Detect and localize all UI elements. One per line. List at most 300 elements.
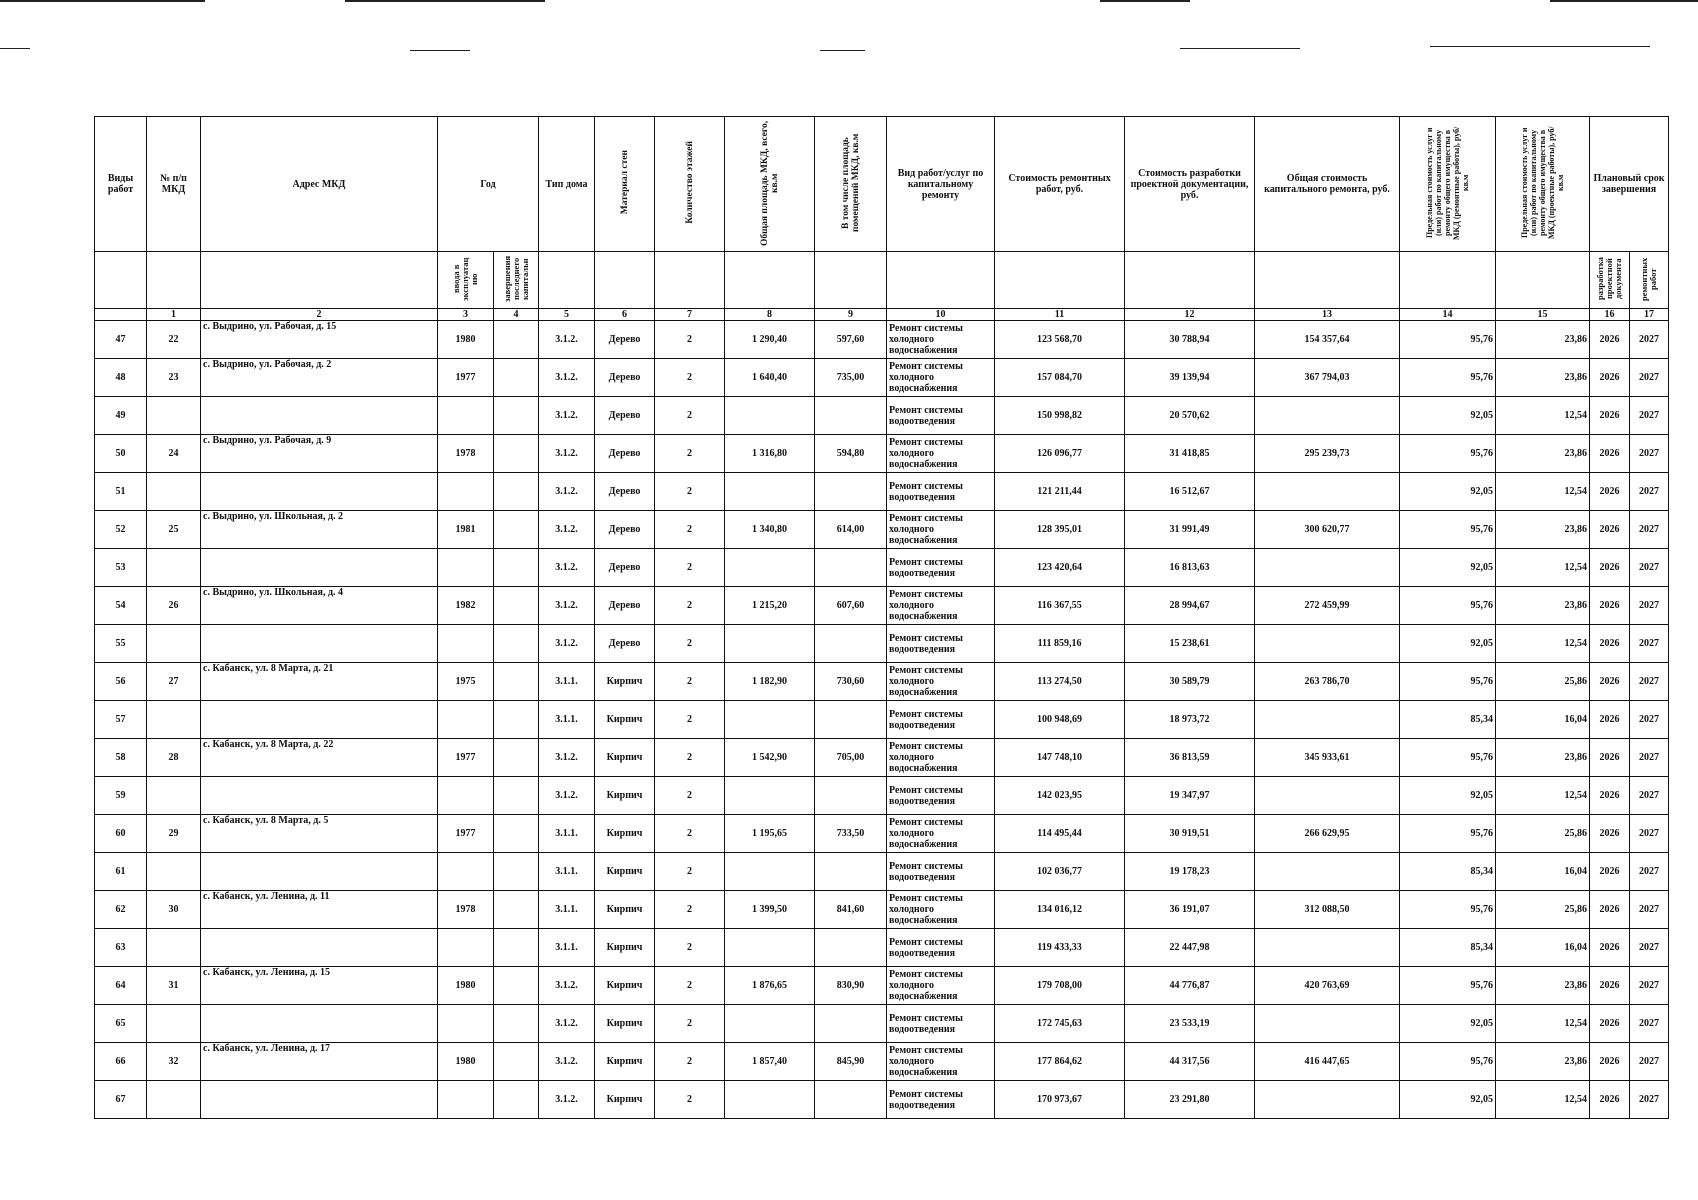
table-row [95,929,1669,967]
cell-wall-material: Дерево [595,625,655,663]
cell-design-cost: 18 973,72 [1125,701,1255,739]
cell-work-type: Ремонт системы холодного водоснабжения [887,891,995,929]
cell-area-living [815,1005,887,1043]
cell-house-type: 3.1.2. [539,739,595,777]
header-floors: Количество этажей [655,117,725,252]
cell-address: с. Кабанск, ул. 8 Марта, д. 21 [201,663,438,701]
cell-limit-repair: 95,76 [1400,1043,1496,1081]
header-design-cost: Стоимость разработки проектной документации, руб. [1125,117,1255,252]
cell-floors: 2 [655,967,725,1005]
cell-year-built [438,853,494,891]
cell-address [201,701,438,739]
cell-deadline-repair: 2027 [1630,815,1669,853]
cell-area-total: 1 316,80 [725,435,815,473]
cell-address [201,397,438,435]
cell-mkd-number: 31 [147,967,201,1005]
cell-mkd-number: 26 [147,587,201,625]
cell-total-cost: 154 357,64 [1255,321,1400,359]
cell-work-type: Ремонт системы водоотведения [887,777,995,815]
cell-deadline-design: 2026 [1590,321,1630,359]
cell-year-last-repair [494,739,539,777]
cell-area-living [815,701,887,739]
cell-year-last-repair [494,511,539,549]
cell-limit-design: 25,86 [1496,891,1590,929]
cell-area-total [725,701,815,739]
cell-work-type: Ремонт системы холодного водоснабжения [887,359,995,397]
header-area-living: В том числе площадь помещений МКД, кв.м [815,117,887,252]
cell-repair-cost: 100 948,69 [995,701,1125,739]
cell-repair-cost: 121 211,44 [995,473,1125,511]
cell-floors: 2 [655,1081,725,1119]
header-total-cost: Общая стоимость капитального ремонта, руб. [1255,117,1400,252]
cell-address: с. Выдрино, ул. Школьная, д. 4 [201,587,438,625]
cell-area-total [725,473,815,511]
cell-floors: 2 [655,359,725,397]
cell-total-cost: 312 088,50 [1255,891,1400,929]
table-row [95,587,1669,625]
cell-floors: 2 [655,701,725,739]
cell-address: с. Выдрино, ул. Школьная, д. 2 [201,511,438,549]
cell-floors: 2 [655,511,725,549]
cell-floors: 2 [655,891,725,929]
cell-year-built: 1978 [438,891,494,929]
cell-area-living: 730,60 [815,663,887,701]
cell-design-cost: 15 238,61 [1125,625,1255,663]
cell-year-built: 1980 [438,1043,494,1081]
cell-year-last-repair [494,359,539,397]
cell-house-type: 3.1.1. [539,891,595,929]
cell-floors: 2 [655,1005,725,1043]
cell-row-number: 54 [95,587,147,625]
cell-mkd-number [147,1005,201,1043]
cell-limit-design: 12,54 [1496,777,1590,815]
cell-limit-design: 16,04 [1496,701,1590,739]
cell-house-type: 3.1.2. [539,1081,595,1119]
cell-wall-material: Кирпич [595,1005,655,1043]
cell-house-type: 3.1.2. [539,1005,595,1043]
cell-deadline-repair: 2027 [1630,891,1669,929]
cell-repair-cost: 119 433,33 [995,929,1125,967]
cell-deadline-repair: 2027 [1630,1043,1669,1081]
cell-year-last-repair [494,967,539,1005]
cell-address: с. Выдрино, ул. Рабочая, д. 2 [201,359,438,397]
cell-house-type: 3.1.1. [539,663,595,701]
cell-total-cost [1255,473,1400,511]
cell-address: с. Кабанск, ул. Ленина, д. 15 [201,967,438,1005]
cell-area-total: 1 876,65 [725,967,815,1005]
cell-limit-repair: 92,05 [1400,397,1496,435]
cell-area-total: 1 215,20 [725,587,815,625]
cell-deadline-repair: 2027 [1630,739,1669,777]
cell-address: с. Кабанск, ул. 8 Марта, д. 22 [201,739,438,777]
cell-area-living [815,549,887,587]
cell-area-living: 705,00 [815,739,887,777]
cell-repair-cost: 179 708,00 [995,967,1125,1005]
cell-work-type: Ремонт системы холодного водоснабжения [887,511,995,549]
cell-row-number: 48 [95,359,147,397]
cell-area-living: 594,80 [815,435,887,473]
cell-limit-design: 12,54 [1496,473,1590,511]
cell-limit-design: 23,86 [1496,1043,1590,1081]
table-row [95,1081,1669,1119]
cell-work-type: Ремонт системы холодного водоснабжения [887,967,995,1005]
cell-floors: 2 [655,321,725,359]
cell-mkd-number: 25 [147,511,201,549]
cell-area-total [725,777,815,815]
cell-row-number: 66 [95,1043,147,1081]
cell-house-type: 3.1.2. [539,359,595,397]
cell-area-total [725,1081,815,1119]
cell-wall-material: Кирпич [595,967,655,1005]
header-address: Адрес МКД [201,117,438,252]
header-deadline: Плановый срок завершения [1590,117,1669,252]
cell-floors: 2 [655,587,725,625]
cell-deadline-repair: 2027 [1630,967,1669,1005]
subheader-year-last-repair: завершения последнего капитальн [494,252,539,309]
cell-design-cost: 19 178,23 [1125,853,1255,891]
cell-work-type: Ремонт системы водоотведения [887,1005,995,1043]
cell-year-last-repair [494,1081,539,1119]
cell-deadline-design: 2026 [1590,549,1630,587]
column-number-row: 1 2 3 4 5 6 7 8 9 10 11 12 13 14 15 16 17 [95,309,1669,321]
cell-total-cost: 272 459,99 [1255,587,1400,625]
cell-deadline-design: 2026 [1590,435,1630,473]
subheader-row [95,252,1669,309]
cell-floors: 2 [655,815,725,853]
cell-limit-repair: 85,34 [1400,929,1496,967]
cell-area-total: 1 340,80 [725,511,815,549]
cell-deadline-repair: 2027 [1630,929,1669,967]
cell-repair-cost: 123 420,64 [995,549,1125,587]
cell-limit-design: 12,54 [1496,397,1590,435]
cell-mkd-number: 24 [147,435,201,473]
cell-design-cost: 36 191,07 [1125,891,1255,929]
cell-floors: 2 [655,397,725,435]
cell-deadline-repair: 2027 [1630,587,1669,625]
cell-work-type: Ремонт системы холодного водоснабжения [887,663,995,701]
cell-year-built [438,777,494,815]
cell-row-number: 53 [95,549,147,587]
cell-address [201,549,438,587]
cell-limit-design: 23,86 [1496,587,1590,625]
cell-design-cost: 23 533,19 [1125,1005,1255,1043]
cell-floors: 2 [655,777,725,815]
cell-wall-material: Кирпич [595,815,655,853]
cell-limit-design: 12,54 [1496,1081,1590,1119]
cell-repair-cost: 113 274,50 [995,663,1125,701]
cell-repair-cost: 150 998,82 [995,397,1125,435]
cell-mkd-number [147,397,201,435]
cell-design-cost: 16 512,67 [1125,473,1255,511]
cell-deadline-repair: 2027 [1630,397,1669,435]
cell-limit-repair: 95,76 [1400,739,1496,777]
cell-total-cost [1255,777,1400,815]
cell-deadline-design: 2026 [1590,473,1630,511]
cell-total-cost: 263 786,70 [1255,663,1400,701]
cell-deadline-repair: 2027 [1630,359,1669,397]
cell-design-cost: 36 813,59 [1125,739,1255,777]
cell-total-cost [1255,1005,1400,1043]
cell-mkd-number: 27 [147,663,201,701]
cell-area-living: 614,00 [815,511,887,549]
cell-wall-material: Кирпич [595,739,655,777]
cell-limit-repair: 95,76 [1400,967,1496,1005]
cell-row-number: 49 [95,397,147,435]
cell-year-last-repair [494,473,539,511]
cell-repair-cost: 111 859,16 [995,625,1125,663]
cell-design-cost: 16 813,63 [1125,549,1255,587]
cell-mkd-number [147,777,201,815]
cell-repair-cost: 157 084,70 [995,359,1125,397]
cell-address: с. Выдрино, ул. Рабочая, д. 15 [201,321,438,359]
cell-year-built [438,625,494,663]
cell-work-type: Ремонт системы холодного водоснабжения [887,321,995,359]
cell-limit-design: 25,86 [1496,815,1590,853]
cell-repair-cost: 114 495,44 [995,815,1125,853]
header-mkd-no: № п/п МКД [147,117,201,252]
cell-address [201,1005,438,1043]
header-limit-repair: Предельная стоимость услуг и (или) работ по капитальному ремонту общего имущества в МКД (ремонтные работы), руб/кв.м [1400,117,1496,252]
cell-floors: 2 [655,435,725,473]
cell-year-last-repair [494,587,539,625]
cell-year-last-repair [494,625,539,663]
cell-work-type: Ремонт системы водоотведения [887,853,995,891]
cell-address [201,473,438,511]
cell-area-total: 1 195,65 [725,815,815,853]
cell-limit-design: 23,86 [1496,967,1590,1005]
cell-floors: 2 [655,473,725,511]
cell-floors: 2 [655,929,725,967]
cell-area-living: 597,60 [815,321,887,359]
cell-total-cost [1255,1081,1400,1119]
cell-address [201,777,438,815]
cell-deadline-design: 2026 [1590,511,1630,549]
cell-mkd-number [147,701,201,739]
cell-total-cost [1255,701,1400,739]
cell-area-living: 733,50 [815,815,887,853]
cell-mkd-number [147,625,201,663]
cell-repair-cost: 134 016,12 [995,891,1125,929]
cell-design-cost: 39 139,94 [1125,359,1255,397]
cell-area-living: 607,60 [815,587,887,625]
cell-limit-design: 16,04 [1496,853,1590,891]
cell-design-cost: 19 347,97 [1125,777,1255,815]
cell-work-type: Ремонт системы водоотведения [887,473,995,511]
cell-limit-design: 23,86 [1496,511,1590,549]
cell-limit-repair: 85,34 [1400,701,1496,739]
cell-year-built [438,549,494,587]
cell-design-cost: 30 788,94 [1125,321,1255,359]
table-row [95,967,1669,1005]
cell-wall-material: Кирпич [595,777,655,815]
subheader-deadline-repair: ремонтных работ [1630,252,1669,309]
table-row [95,549,1669,587]
cell-row-number: 65 [95,1005,147,1043]
cell-area-total [725,625,815,663]
cell-limit-repair: 95,76 [1400,587,1496,625]
cell-row-number: 58 [95,739,147,777]
cell-limit-repair: 95,76 [1400,511,1496,549]
cell-total-cost: 416 447,65 [1255,1043,1400,1081]
cell-deadline-repair: 2027 [1630,853,1669,891]
cell-limit-repair: 95,76 [1400,891,1496,929]
cell-deadline-design: 2026 [1590,1043,1630,1081]
cell-floors: 2 [655,1043,725,1081]
cell-address [201,853,438,891]
table-row [95,435,1669,473]
cell-deadline-design: 2026 [1590,967,1630,1005]
cell-year-last-repair [494,777,539,815]
cell-area-total: 1 290,40 [725,321,815,359]
cell-area-total [725,929,815,967]
cell-deadline-repair: 2027 [1630,777,1669,815]
cell-year-built: 1978 [438,435,494,473]
cell-area-living [815,1081,887,1119]
header-row [95,117,1669,252]
cell-wall-material: Дерево [595,549,655,587]
cell-work-type: Ремонт системы водоотведения [887,625,995,663]
cell-deadline-design: 2026 [1590,1005,1630,1043]
table-row [95,853,1669,891]
repair-register-table [94,116,1669,1119]
cell-year-built: 1982 [438,587,494,625]
cell-address: с. Кабанск, ул. Ленина, д. 11 [201,891,438,929]
cell-mkd-number: 32 [147,1043,201,1081]
cell-deadline-design: 2026 [1590,853,1630,891]
header-house-type: Тип дома [539,117,595,252]
cell-mkd-number [147,549,201,587]
cell-work-type: Ремонт системы водоотведения [887,397,995,435]
header-area-total: Общая площадь МКД, всего, кв.м [725,117,815,252]
cell-floors: 2 [655,625,725,663]
cell-area-total: 1 857,40 [725,1043,815,1081]
cell-area-living [815,929,887,967]
cell-year-last-repair [494,549,539,587]
cell-area-living: 735,00 [815,359,887,397]
cell-work-type: Ремонт системы холодного водоснабжения [887,587,995,625]
cell-repair-cost: 172 745,63 [995,1005,1125,1043]
cell-deadline-design: 2026 [1590,663,1630,701]
header-limit-design: Предельная стоимость услуг и (или) работ по капитальному ремонту общего имущества в МКД (проектные работы), руб/кв.м [1496,117,1590,252]
cell-year-built [438,1081,494,1119]
cell-total-cost: 300 620,77 [1255,511,1400,549]
table-row [95,663,1669,701]
cell-row-number: 50 [95,435,147,473]
cell-year-built: 1977 [438,739,494,777]
cell-row-number: 56 [95,663,147,701]
table-row [95,701,1669,739]
table-row [95,777,1669,815]
cell-year-last-repair [494,1005,539,1043]
cell-deadline-design: 2026 [1590,1081,1630,1119]
cell-area-total: 1 542,90 [725,739,815,777]
cell-total-cost [1255,549,1400,587]
cell-area-total [725,397,815,435]
header-work-type: Вид работ/услуг по капитальному ремонту [887,117,995,252]
cell-floors: 2 [655,853,725,891]
cell-work-type: Ремонт системы холодного водоснабжения [887,815,995,853]
cell-house-type: 3.1.2. [539,625,595,663]
cell-limit-repair: 92,05 [1400,625,1496,663]
table-row [95,359,1669,397]
cell-year-built [438,701,494,739]
cell-row-number: 64 [95,967,147,1005]
cell-area-total: 1 399,50 [725,891,815,929]
cell-row-number: 67 [95,1081,147,1119]
cell-limit-repair: 92,05 [1400,777,1496,815]
cell-design-cost: 28 994,67 [1125,587,1255,625]
cell-deadline-repair: 2027 [1630,1005,1669,1043]
cell-area-living [815,397,887,435]
cell-limit-repair: 92,05 [1400,1081,1496,1119]
cell-deadline-design: 2026 [1590,739,1630,777]
cell-row-number: 47 [95,321,147,359]
cell-limit-repair: 95,76 [1400,359,1496,397]
subheader-year-built: ввода в эксплуатац ию [438,252,494,309]
cell-limit-repair: 92,05 [1400,1005,1496,1043]
cell-house-type: 3.1.2. [539,967,595,1005]
cell-area-living: 845,90 [815,1043,887,1081]
cell-house-type: 3.1.2. [539,549,595,587]
cell-deadline-repair: 2027 [1630,473,1669,511]
cell-year-built [438,929,494,967]
cell-house-type: 3.1.2. [539,473,595,511]
cell-limit-design: 23,86 [1496,435,1590,473]
cell-area-total [725,853,815,891]
cell-repair-cost: 123 568,70 [995,321,1125,359]
cell-wall-material: Кирпич [595,701,655,739]
cell-repair-cost: 116 367,55 [995,587,1125,625]
cell-floors: 2 [655,739,725,777]
cell-deadline-repair: 2027 [1630,549,1669,587]
cell-house-type: 3.1.2. [539,321,595,359]
cell-address: с. Выдрино, ул. Рабочая, д. 9 [201,435,438,473]
cell-wall-material: Кирпич [595,929,655,967]
cell-year-last-repair [494,891,539,929]
header-work-no: Виды работ [95,117,147,252]
cell-mkd-number [147,853,201,891]
cell-deadline-design: 2026 [1590,891,1630,929]
cell-wall-material: Дерево [595,473,655,511]
cell-house-type: 3.1.1. [539,701,595,739]
cell-area-total [725,549,815,587]
cell-year-last-repair [494,663,539,701]
cell-repair-cost: 102 036,77 [995,853,1125,891]
cell-area-living [815,853,887,891]
cell-repair-cost: 170 973,67 [995,1081,1125,1119]
cell-limit-repair: 95,76 [1400,321,1496,359]
table-row [95,1043,1669,1081]
cell-address [201,929,438,967]
cell-work-type: Ремонт системы холодного водоснабжения [887,739,995,777]
header-year: Год [438,117,539,252]
cell-deadline-design: 2026 [1590,777,1630,815]
cell-deadline-repair: 2027 [1630,625,1669,663]
cell-year-built [438,473,494,511]
table-row [95,815,1669,853]
table-row [95,1005,1669,1043]
cell-area-total [725,1005,815,1043]
cell-deadline-repair: 2027 [1630,1081,1669,1119]
cell-repair-cost: 128 395,01 [995,511,1125,549]
cell-mkd-number [147,473,201,511]
cell-wall-material: Дерево [595,397,655,435]
cell-year-built [438,397,494,435]
cell-total-cost: 420 763,69 [1255,967,1400,1005]
cell-limit-design: 23,86 [1496,359,1590,397]
cell-wall-material: Дерево [595,321,655,359]
cell-design-cost: 20 570,62 [1125,397,1255,435]
